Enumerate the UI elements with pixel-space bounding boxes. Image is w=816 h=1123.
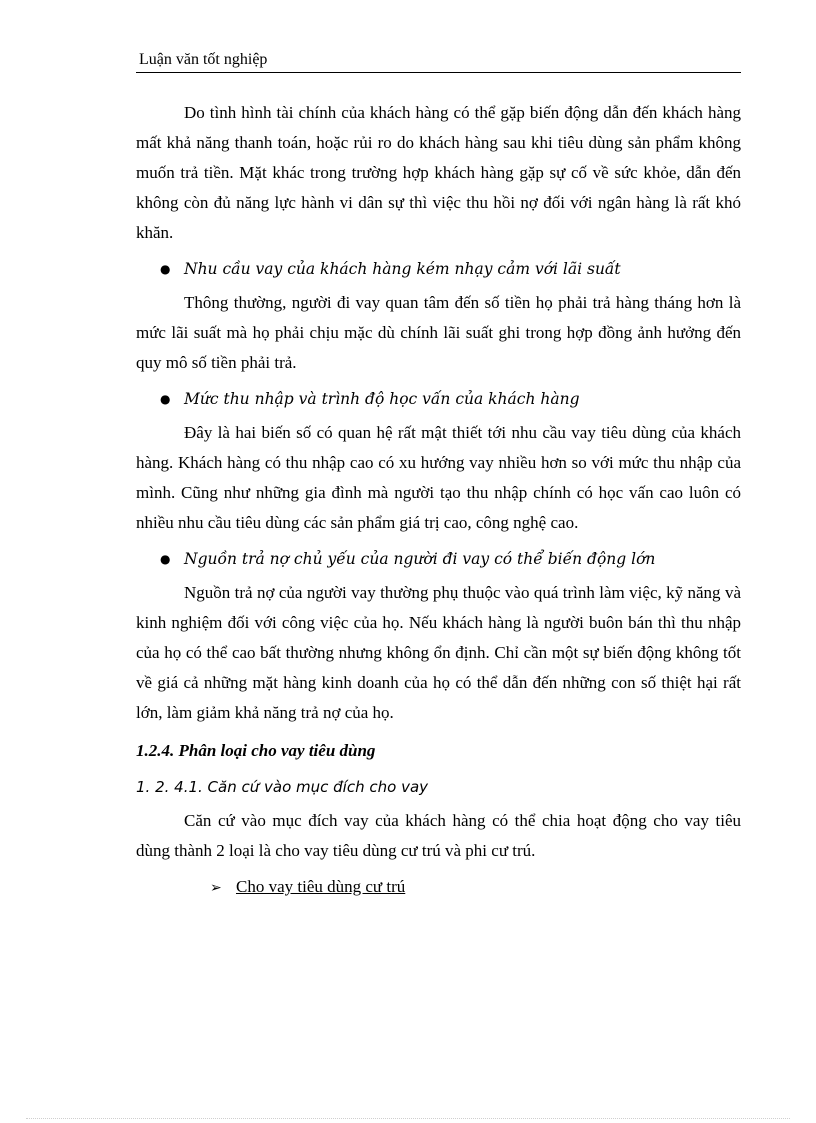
paragraph-5: Căn cứ vào mục đích vay của khách hàng có thể chia hoạt động cho vay tiêu dùng thành 2 loại là cho vay tiêu dùng cư trú và phi cư trú. [136,811,741,860]
paragraph-2: Thông thường, người đi vay quan tâm đến số tiền họ phải trả hàng tháng hơn là mức lãi suất mà họ phải chịu mặc dù chính lãi suất ghi trong hợp đồng ảnh hưởng đến quy mô số tiền phải trả. [136,293,741,372]
page-header [136,50,741,73]
bullet-dot-icon: ● [160,552,171,566]
arrow-list-item [136,872,741,904]
header-title: Luận văn tốt nghiệp [139,51,268,68]
bullet-item-1 [136,254,741,284]
bullet-item-2 [136,384,741,414]
paragraph-4: Nguồn trả nợ của người vay thường phụ thuộc vào quá trình làm việc, kỹ năng và kinh nghiệm đối với công việc của họ. Nếu khách hàng là người buôn bán thì thu nhập của họ có thể cao bất thường nhưng không ổn định. Chỉ cần một sự biến động không tốt về giá cả những mặt hàng kinh doanh của họ có thể dẫn đến những con số thiệt hại rất lớn, làm giảm khả năng trả nợ của họ. [136,583,741,722]
page-bottom-divider [26,1118,790,1119]
bullet-dot-icon: ● [160,262,171,276]
bullet-item-3 [136,544,741,574]
subsection-title: 1. 2. 4.1. Căn cứ vào mục đích cho vay [136,778,429,796]
bullet-text-3: Nguồn trả nợ chủ yếu của người đi vay có thể biến động lớn [184,550,656,568]
arrow-right-icon: ➢ [210,881,222,896]
bullet-text-1: Nhu cầu vay của khách hàng kém nhạy cảm với lãi suất [184,260,621,278]
page-content [136,98,741,904]
arrow-item-label: Cho vay tiêu dùng cư trú [235,877,406,896]
bullet-text-2: Mức thu nhập và trình độ học vấn của khách hàng [184,390,580,408]
bullet-dot-icon: ● [160,392,171,406]
paragraph-1: Do tình hình tài chính của khách hàng có thể gặp biến động dẫn đến khách hàng mất khả năng thanh toán, hoặc rủi ro do khách hàng sau khi tiêu dùng sản phẩm không muốn trả tiền. Mặt khác trong trường hợp khách hàng gặp sự cố về sức khỏe, dẫn đến không còn đủ năng lực hành vi dân sự thì việc thu hồi nợ đối với ngân hàng là rất khó khăn. [136,103,741,242]
paragraph-3: Đây là hai biến số có quan hệ rất mật thiết tới nhu cầu vay tiêu dùng của khách hàng. Khách hàng có thu nhập cao có xu hướng vay nhiều hơn so với mức thu nhập của mình. Cũng như những gia đình mà người tạo thu nhập chính có học vấn cao luôn có nhiều nhu cầu tiêu dùng các sản phẩm giá trị cao, công nghệ cao. [136,423,741,532]
section-title: 1.2.4. Phân loại cho vay tiêu dùng [136,741,376,760]
